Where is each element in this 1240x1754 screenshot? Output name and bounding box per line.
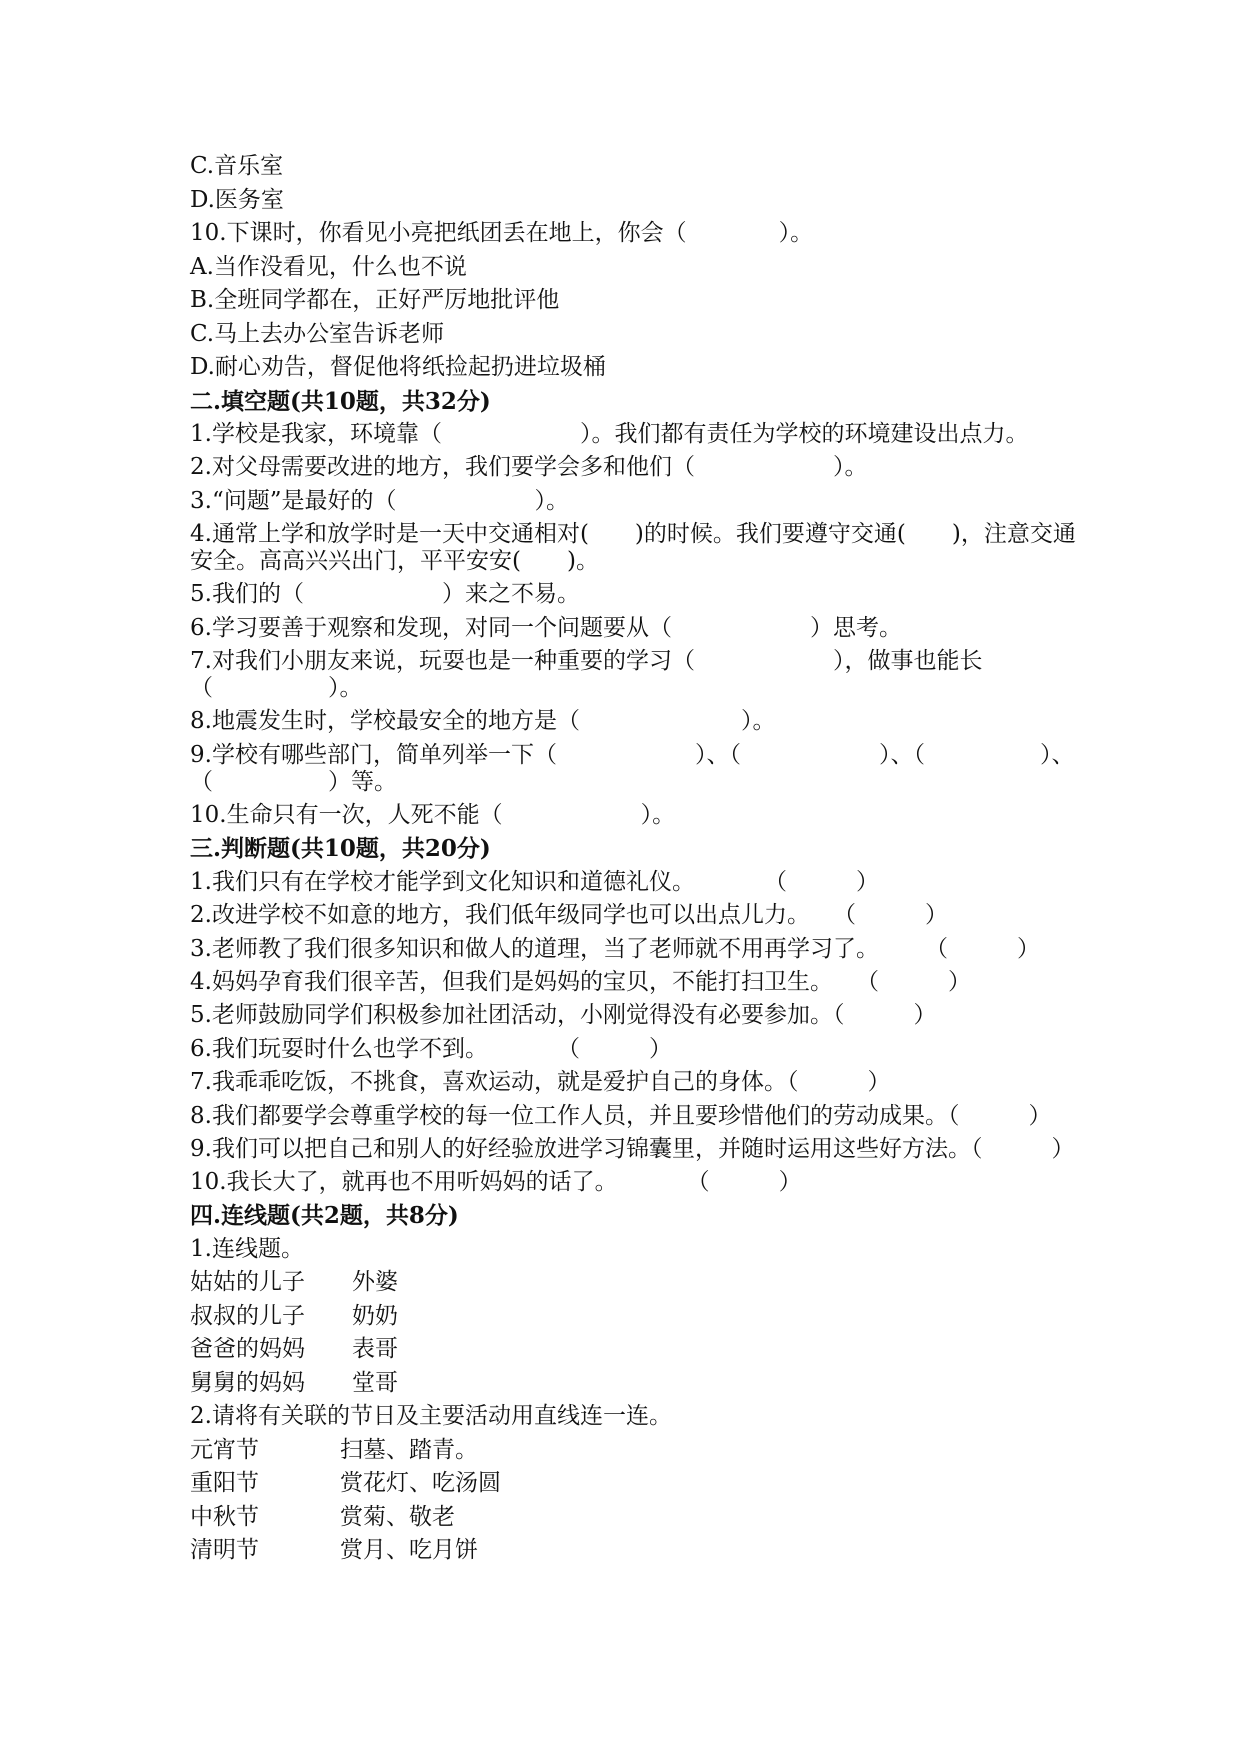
festival-name: 重阳节 — [190, 1470, 259, 1496]
q10-option-c: C.马上去办公室告诉老师 — [190, 320, 445, 347]
matching-right-item: 堂哥 — [352, 1369, 398, 1396]
festival-name: 中秋节 — [190, 1503, 259, 1530]
true-false-1: 1.我们只有在学校才能学到文化知识和道德礼仪。 （ ） — [190, 868, 879, 895]
festival-activity: 扫墓、踏青。 — [340, 1436, 478, 1463]
true-false-10: 10.我长大了，就再也不用听妈妈的话了。 （ ） — [190, 1168, 802, 1195]
matching-right-item: 表哥 — [352, 1336, 398, 1362]
true-false-5: 5.老师鼓励同学们积极参加社团活动，小刚觉得没有必要参加。（ ） — [190, 1002, 937, 1028]
matching-q1-row — [190, 1266, 1090, 1300]
matching-q2-row — [190, 1467, 1090, 1501]
matching-q1-stem: 1.连线题。 — [190, 1235, 304, 1262]
true-false-3: 3.老师教了我们很多知识和做人的道理，当了老师就不用再学习了。 （ ） — [190, 935, 1040, 962]
true-false-8: 8.我们都要学会尊重学校的每一位工作人员，并且要珍惜他们的劳动成果。（ ） — [190, 1102, 1052, 1129]
section-fill-blank-title: 二.填空题(共10题，共32分) — [190, 387, 491, 415]
fill-blank-3: 3.“问题”是最好的（ ）。 — [190, 487, 569, 514]
true-false-2: 2.改进学校不如意的地方，我们低年级同学也可以出点儿力。 （ ） — [190, 902, 948, 928]
q10-option-a: A.当作没看见，什么也不说 — [190, 253, 467, 280]
fill-blank-1: 1.学校是我家，环境靠（ ）。我们都有责任为学校的环境建设出点力。 — [190, 421, 1029, 447]
fill-blank-6: 6.学习要善于观察和发现，对同一个问题要从（ ）思考。 — [190, 614, 902, 641]
festival-activity: 赏菊、敬老 — [340, 1503, 455, 1530]
matching-right-item: 外婆 — [352, 1269, 398, 1295]
section-matching-title: 四.连线题(共2题，共8分) — [190, 1202, 459, 1229]
q9-option-d: D.医务室 — [190, 186, 284, 213]
matching-q2-row — [190, 1501, 1090, 1535]
matching-left-item: 爸爸的妈妈 — [190, 1336, 305, 1362]
fill-blank-8: 8.地震发生时，学校最安全的地方是（ ）。 — [190, 708, 776, 734]
q10-option-b: B.全班同学都在，正好严厉地批评他 — [190, 287, 560, 313]
true-false-4: 4.妈妈孕育我们很辛苦，但我们是妈妈的宝贝，不能打扫卫生。 （ ） — [190, 968, 971, 995]
fill-blank-2: 2.对父母需要改进的地方，我们要学会多和他们（ ）。 — [190, 454, 868, 480]
matching-q1-row — [190, 1333, 1090, 1367]
q9-option-c: C.音乐室 — [190, 153, 284, 179]
worksheet-page — [190, 150, 1090, 1568]
true-false-6: 6.我们玩耍时什么也学不到。 （ ） — [190, 1035, 672, 1062]
matching-q2-row — [190, 1434, 1090, 1468]
fill-blank-7: 7.对我们小朋友来说，玩耍也是一种重要的学习（ ），做事也能长（ ）。 — [190, 648, 983, 701]
matching-right-item: 奶奶 — [352, 1302, 398, 1329]
festival-name: 清明节 — [190, 1537, 259, 1563]
section-true-false-title: 三.判断题(共10题，共20分) — [190, 835, 491, 862]
q10-option-d: D.耐心劝告，督促他将纸捡起扔进垃圾桶 — [190, 354, 606, 380]
matching-left-item: 舅舅的妈妈 — [190, 1369, 305, 1396]
fill-blank-4: 4.通常上学和放学时是一天中交通相对( )的时候。我们要遵守交通( )，注意交通安全。高高兴兴出门，平平安安( )。 — [190, 521, 1076, 574]
festival-activity: 赏月、吃月饼 — [340, 1537, 478, 1563]
q10-stem: 10.下课时，你看见小亮把纸团丢在地上，你会（ ）。 — [190, 220, 814, 246]
fill-blank-5: 5.我们的（ ）来之不易。 — [190, 581, 580, 607]
matching-q2-row — [190, 1534, 1090, 1568]
matching-left-item: 叔叔的儿子 — [190, 1302, 305, 1329]
matching-q1-row — [190, 1300, 1090, 1334]
true-false-7: 7.我乖乖吃饭，不挑食，喜欢运动，就是爱护自己的身体。（ ） — [190, 1069, 891, 1095]
festival-activity: 赏花灯、吃汤圆 — [340, 1470, 501, 1496]
matching-q2-stem: 2.请将有关联的节日及主要活动用直线连一连。 — [190, 1403, 672, 1429]
matching-left-item: 姑姑的儿子 — [190, 1269, 305, 1295]
fill-blank-9: 9.学校有哪些部门，简单列举一下（ ）、（ ）、（ ）、（ ）等。 — [190, 741, 1075, 795]
true-false-9: 9.我们可以把自己和别人的好经验放进学习锦囊里，并随时运用这些好方法。（ ） — [190, 1135, 1075, 1162]
festival-name: 元宵节 — [190, 1436, 259, 1463]
matching-q1-row — [190, 1367, 1090, 1401]
fill-blank-10: 10.生命只有一次，人死不能（ ）。 — [190, 801, 676, 828]
